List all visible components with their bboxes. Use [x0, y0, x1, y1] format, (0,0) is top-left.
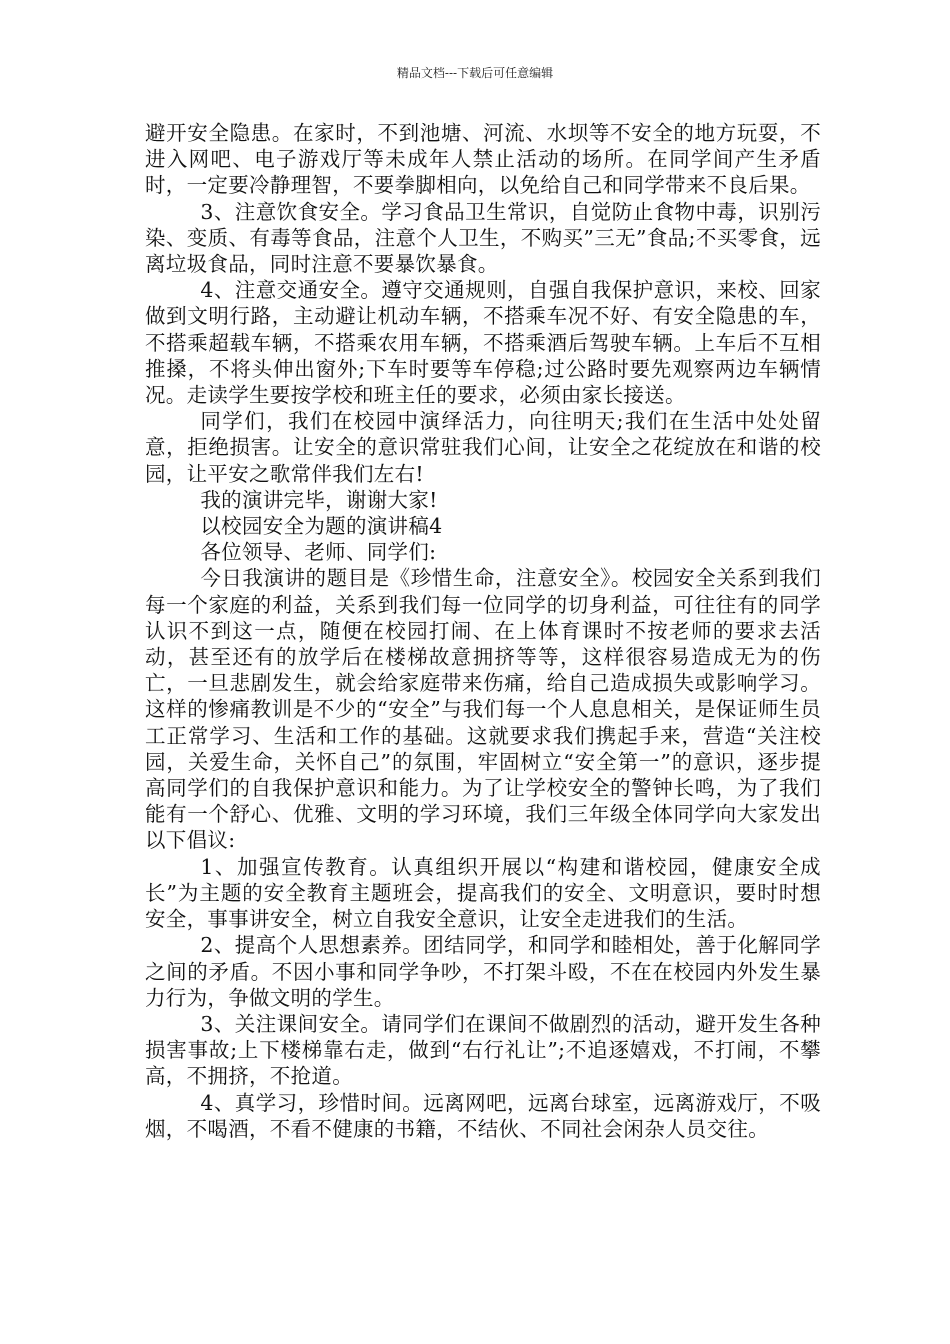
paragraph: 4、注意交通安全。遵守交通规则，自强自我保护意识，来校、回家做到文明行路，主动避让机动车辆，不搭乘车况不好、有安全隐患的车，不搭乘超载车辆，不搭乘农用车辆，不搭乘酒后驾驶车辆。上车后不互相推搡，不将头伸出窗外;下车时要等车停稳;过公路时要先观察两边车辆情况。走读学生要按学校和班主任的要求，必须由家长接送。: [145, 278, 821, 408]
paragraph: 4、真学习，珍惜时间。远离网吧，远离台球室，远离游戏厅，不吸烟，不喝酒，不看不健康的书籍，不结伙、不同社会闲杂人员交往。: [145, 1090, 821, 1141]
salutation: 各位领导、老师、同学们:: [200, 540, 437, 565]
page-header: 精品文档---下载后可任意编辑: [396, 66, 554, 80]
paragraph: 今日我演讲的题目是《珍惜生命，注意安全》。校园安全关系到我们每一个家庭的利益，关系到我们每一位同学的切身利益，可往往有的同学认识不到这一点，随便在校园打闹、在上体育课时不按老师的要求去活动，甚至还有的放学后在楼梯故意拥挤等等，这样很容易造成无为的伤亡，一旦悲剧发生，就会给家庭带来伤痛，给自己造成损失或影响学习。这样的惨痛教训是不少的“安全”与我们每一个人息息相关，是保证师生员工正常学习、生活和工作的基础。这就要求我们携起手来，营造“关注校园，关爱生命，关怀自己”的氛围，牢固树立“安全第一”的意识，逐步提高同学们的自我保护意识和能力。为了让学校安全的警钟长鸣，为了我们能有一个舒心、优雅、文明的学习环境，我们三年级全体同学向大家发出以下倡议:: [145, 566, 821, 853]
paragraph: 3、关注课间安全。请同学们在课间不做剧烈的活动，避开发生各种损害事故;上下楼梯靠右走，做到“右行礼让”;不追逐嬉戏，不打闹，不攀高，不拥挤，不抢道。: [145, 1011, 821, 1089]
paragraph: 3、注意饮食安全。学习食品卫生常识，自觉防止食物中毒，识别污染、变质、有毒等食品，注意个人卫生，不购买”三无”食品;不买零食，远离垃圾食品，同时注意不要暴饮暴食。: [145, 199, 821, 277]
paragraph: 同学们，我们在校园中演绎活力，向往明天;我们在生活中处处留意，拒绝损害。让安全的意识常驻我们心间，让安全之花绽放在和谐的校园，让平安之歌常伴我们左右!: [145, 409, 821, 486]
section-title: 以校园安全为题的演讲稿4: [200, 514, 443, 539]
closing-line: 我的演讲完毕，谢谢大家!: [200, 487, 438, 512]
paragraph: 避开安全隐患。在家时，不到池塘、河流、水坝等不安全的地方玩耍，不进入网吧、电子游戏厅等未成年人禁止活动的场所。在同学间产生矛盾时，一定要冷静理智，不要拳脚相向，以免给自己和同学带来不良后果。: [145, 121, 821, 198]
paragraph: 2、提高个人思想素养。团结同学，和同学和睦相处，善于化解同学之间的矛盾。不因小事和同学争吵，不打架斗殴，不在在校园内外发生暴力行为，争做文明的学生。: [145, 933, 821, 1010]
document-body: [145, 120, 821, 1142]
paragraph: 1、加强宣传教育。认真组织开展以“构建和谐校园，健康安全成长”为主题的安全教育主题班会，提高我们的安全、文明意识，要时时想安全，事事讲安全，树立自我安全意识，让安全走进我们的生活。: [145, 854, 821, 932]
